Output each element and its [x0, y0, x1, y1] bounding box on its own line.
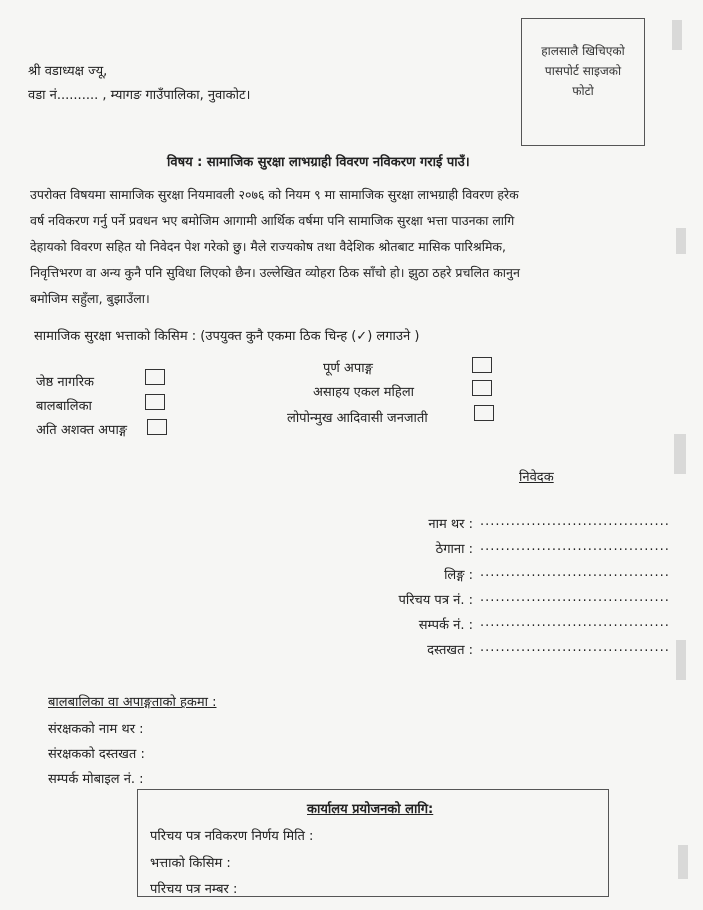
photo-box-line-2: पासपोर्ट साइजको: [544, 64, 622, 78]
address-line-2: वडा नं.......... , म्यागङ गाउँपालिका, नुवाकोट।: [28, 88, 251, 103]
applicant-signature-label: दस्तखत :: [427, 643, 473, 658]
scan-mark: [676, 640, 686, 680]
option-label-senior-citizen: जेष्ठ नागरिक: [36, 375, 95, 390]
allowance-type-heading: सामाजिक सुरक्षा भत्ताको किसिम : (उपयुक्त कुनै एकमा ठिक चिन्ह (✓) लगाउने ): [34, 329, 420, 344]
applicant-name-label: नाम थर :: [428, 517, 473, 532]
checkbox-severely-disabled[interactable]: [147, 419, 167, 435]
applicant-name-blank[interactable]: .....................................: [480, 514, 670, 529]
checkbox-single-woman[interactable]: [472, 380, 492, 396]
photo-box-line-3: फोटो: [572, 84, 594, 98]
applicant-id-card-label: परिचय पत्र नं. :: [398, 593, 473, 608]
guardian-signature-label: संरक्षकको दस्तखत :: [48, 747, 145, 762]
office-id-number-label: परिचय पत्र नम्बर :: [150, 882, 238, 897]
applicant-contact-label: सम्पर्क नं. :: [418, 618, 473, 633]
applicant-address-blank[interactable]: .....................................: [480, 539, 670, 554]
applicant-heading: निवेदक: [519, 470, 554, 485]
subject-line: विषय : सामाजिक सुरक्षा लाभग्राही विवरण नविकरण गराई पाउँ।: [167, 155, 470, 170]
guardian-name-label: संरक्षकको नाम थर :: [48, 722, 144, 737]
photo-box-line-1: हालसालै खिचिएको: [541, 44, 625, 58]
checkbox-fully-disabled[interactable]: [472, 357, 492, 373]
scan-mark: [674, 434, 686, 474]
option-label-children: बालबालिका: [36, 399, 92, 414]
applicant-gender-label: लिङ्ग :: [444, 568, 473, 583]
checkbox-endangered-indigenous[interactable]: [474, 405, 494, 421]
option-label-fully-disabled: पूर्ण अपाङ्ग: [323, 361, 373, 376]
option-label-endangered-indigenous: लोपोन्मुख आदिवासी जनजाती: [287, 411, 428, 426]
scan-mark: [676, 228, 686, 254]
option-label-single-woman: असाहय एकल महिला: [313, 385, 415, 400]
address-line-1: श्री वडाध्यक्ष ज्यू,: [28, 64, 108, 79]
checkbox-senior-citizen[interactable]: [145, 369, 165, 385]
photo-box: [521, 18, 645, 146]
option-label-severely-disabled: अति अशक्त अपाङ्ग: [36, 423, 128, 438]
guardian-mobile-label: सम्पर्क मोबाइल नं. :: [48, 772, 144, 787]
applicant-id-card-blank[interactable]: .....................................: [480, 590, 670, 605]
body-line-1: उपरोक्त विषयमा सामाजिक सुरक्षा नियमावली २०७६ को नियम ९ मा सामाजिक सुरक्षा लाभग्राही विवरण हरेक: [30, 187, 519, 202]
body-line-5: बमोजिम सहुँला, बुझाउँला।: [30, 291, 150, 306]
applicant-signature-blank[interactable]: .....................................: [480, 640, 670, 655]
body-line-3: देहायको विवरण सहित यो निवेदन पेश गरेको छु। मैले राज्यकोष तथा वैदेशिक श्रोतबाट मासिक पारिश्रमिक,: [30, 239, 506, 254]
checkbox-children[interactable]: [145, 394, 165, 410]
scan-mark: [678, 845, 688, 879]
body-line-2: वर्ष नविकरण गर्नु पर्ने प्रवधन भए बमोजिम आगामी आर्थिक वर्षमा पनि सामाजिक सुरक्षा भत्ता पाउनका लागि: [30, 213, 515, 228]
guardian-heading: बालबालिका वा अपाङ्गताको हकमा :: [48, 695, 217, 710]
applicant-contact-blank[interactable]: .....................................: [480, 615, 670, 630]
scan-mark: [672, 20, 682, 50]
body-line-4: निवृत्तिभरण वा अन्य कुनै पनि सुविधा लिएको छैन। उल्लेखित व्योहरा ठिक साँचो हो। झुठा ठहरे प्रचलित कानुन: [30, 265, 520, 280]
applicant-address-label: ठेगाना :: [435, 542, 473, 557]
office-use-heading: कार्यालय प्रयोजनको लागि:: [307, 802, 434, 817]
office-renewal-date-label: परिचय पत्र नविकरण निर्णय मिति :: [150, 829, 314, 844]
applicant-gender-blank[interactable]: .....................................: [480, 565, 670, 580]
office-allowance-type-label: भत्ताको किसिम :: [150, 856, 231, 871]
address-block: [28, 60, 250, 108]
body-paragraph: [30, 182, 662, 312]
